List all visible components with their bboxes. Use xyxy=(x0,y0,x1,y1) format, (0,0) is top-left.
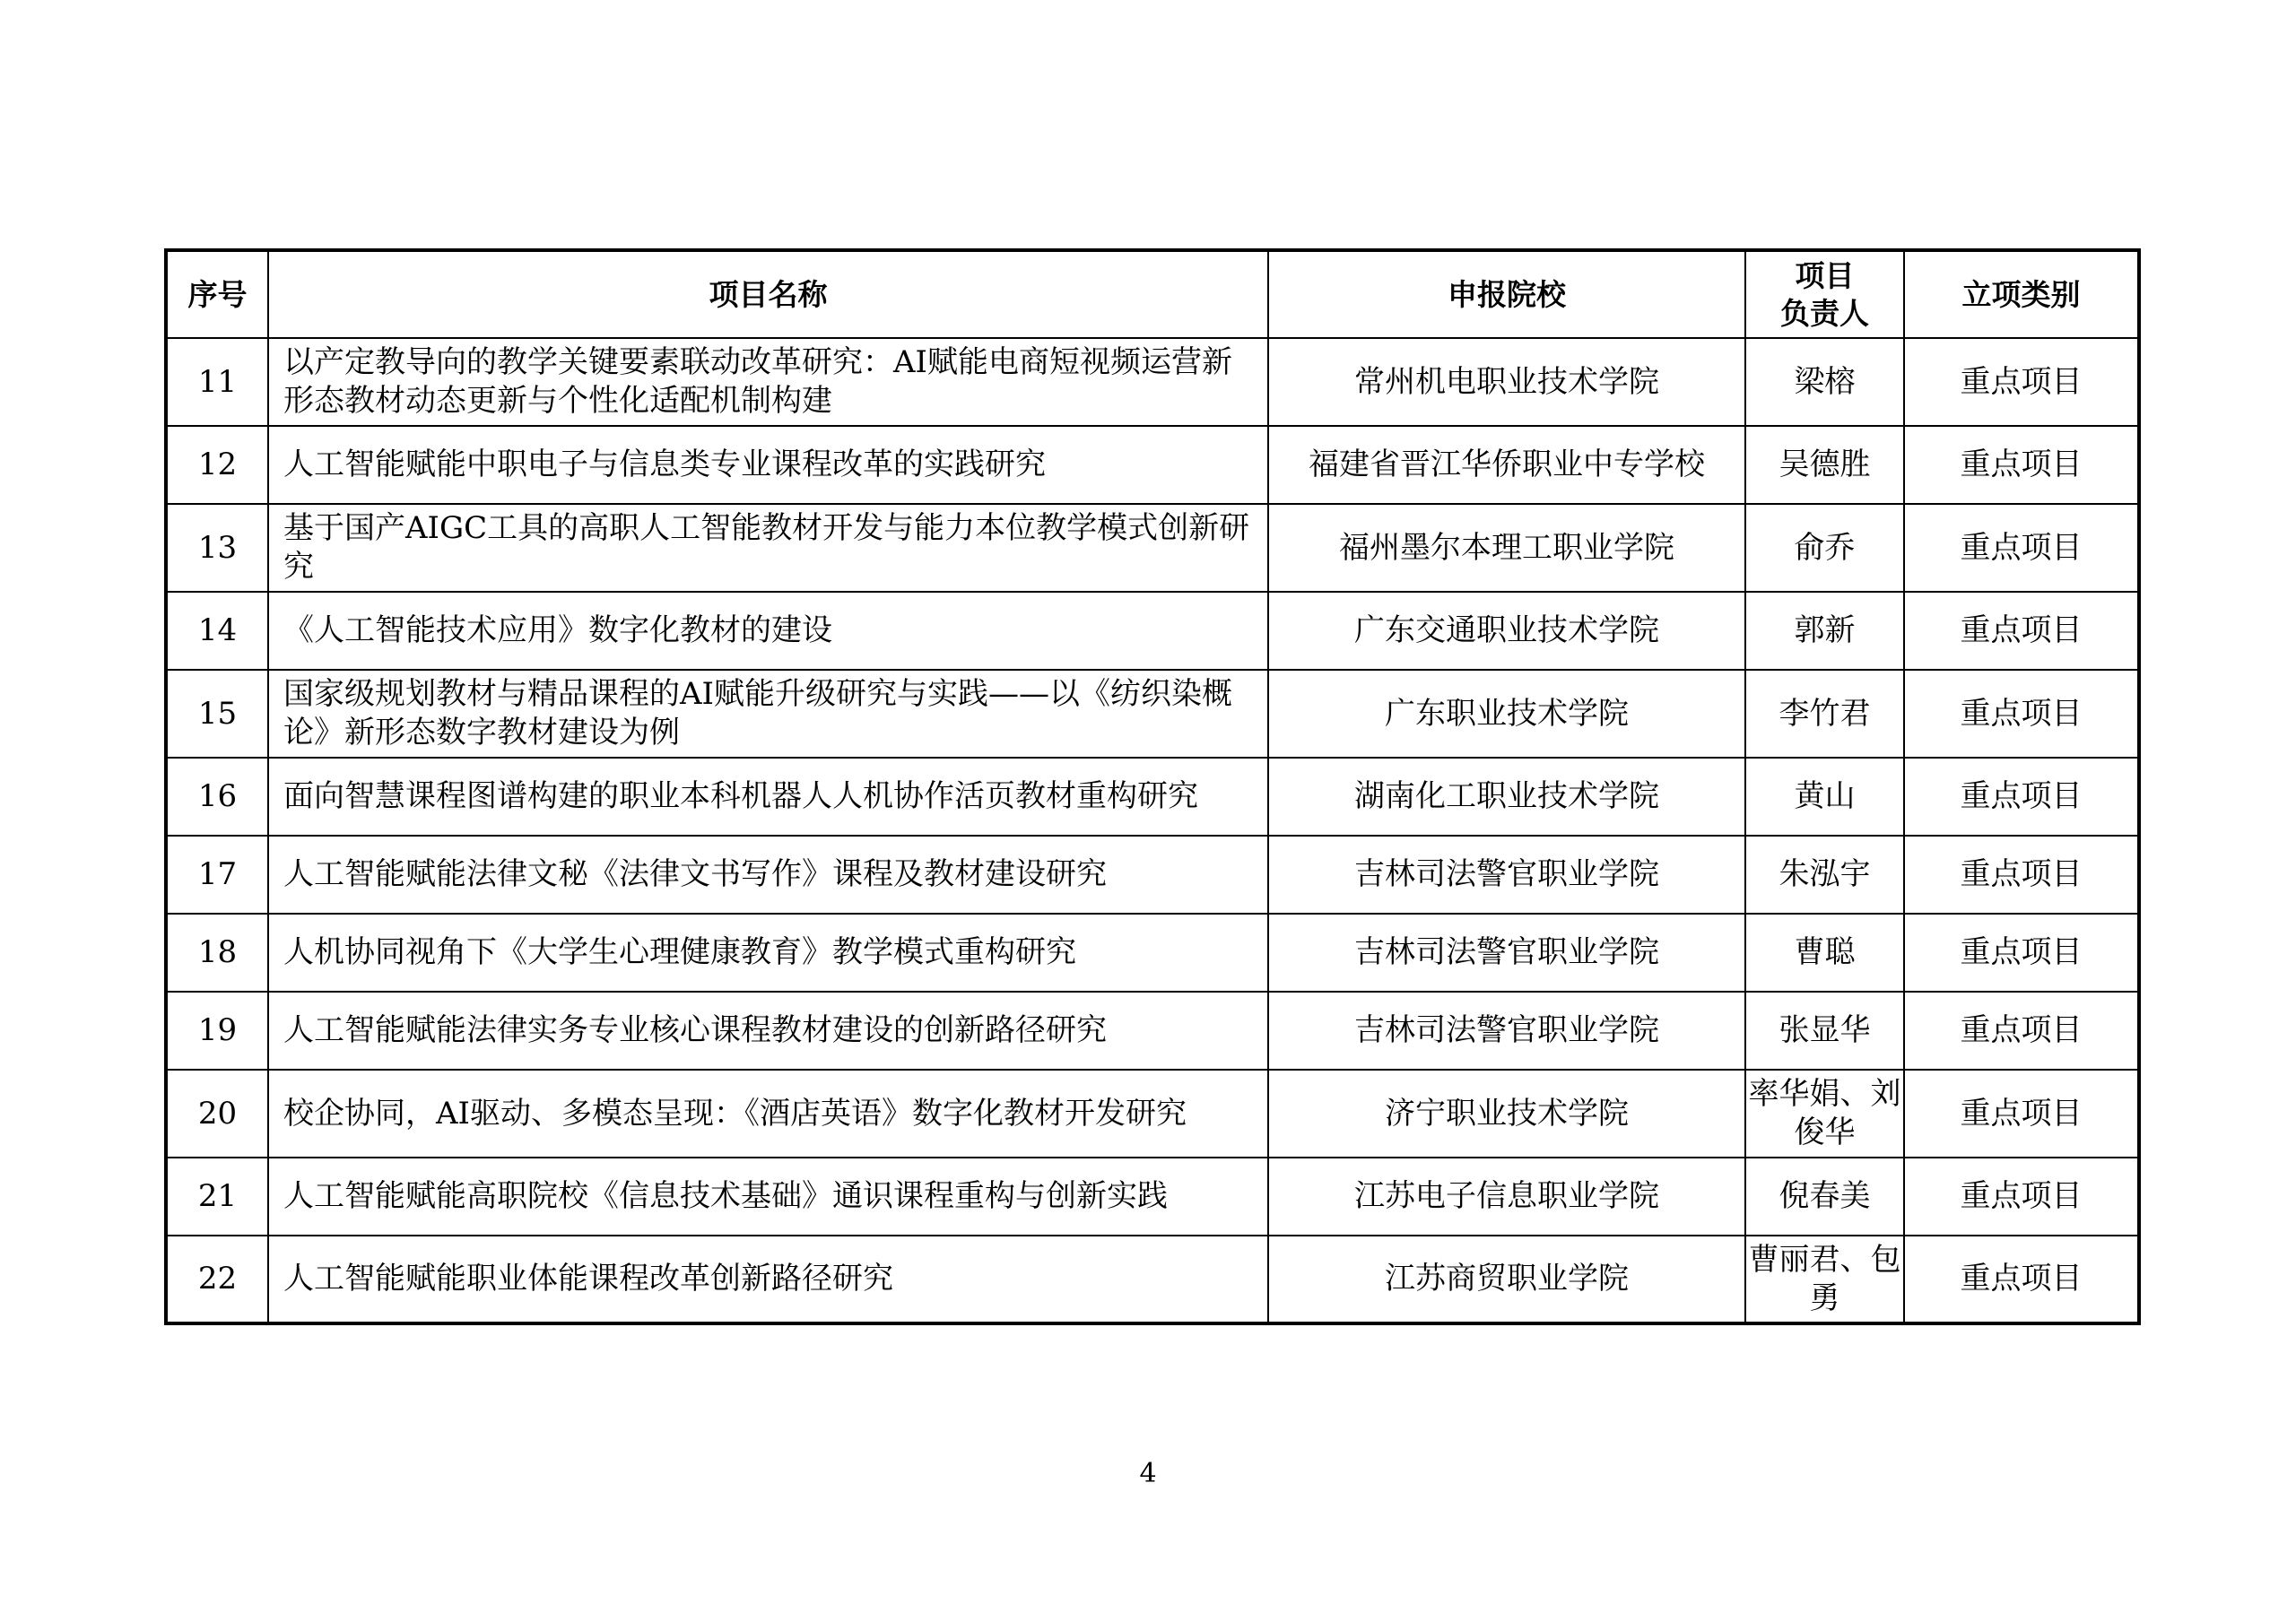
project-name: 以产定教导向的教学关键要素联动改革研究：AI赋能电商短视频运营新形态教材动态更新与个性化适配机制构建 xyxy=(268,338,1268,426)
project-leader: 梁榕 xyxy=(1745,338,1904,426)
header-category: 立项类别 xyxy=(1904,250,2139,338)
table-row xyxy=(166,1158,2139,1236)
table-row xyxy=(166,426,2139,504)
row-number: 20 xyxy=(166,1070,268,1158)
school-name: 福建省晋江华侨职业中专学校 xyxy=(1268,426,1745,504)
table-row xyxy=(166,592,2139,670)
project-leader: 朱泓宇 xyxy=(1745,836,1904,914)
table-row xyxy=(166,1070,2139,1158)
header-num: 序号 xyxy=(166,250,268,338)
project-leader: 李竹君 xyxy=(1745,670,1904,758)
project-category: 重点项目 xyxy=(1904,1158,2139,1236)
row-number: 22 xyxy=(166,1236,268,1323)
school-name: 广东职业技术学院 xyxy=(1268,670,1745,758)
header-lead xyxy=(1745,250,1904,338)
project-name: 《人工智能技术应用》数字化教材的建设 xyxy=(268,592,1268,670)
project-category: 重点项目 xyxy=(1904,338,2139,426)
project-leader: 吴德胜 xyxy=(1745,426,1904,504)
school-name: 济宁职业技术学院 xyxy=(1268,1070,1745,1158)
school-name: 常州机电职业技术学院 xyxy=(1268,338,1745,426)
project-leader: 曹丽君、包勇 xyxy=(1745,1236,1904,1323)
row-number: 11 xyxy=(166,338,268,426)
row-number: 13 xyxy=(166,504,268,592)
project-category: 重点项目 xyxy=(1904,1236,2139,1323)
project-name: 人工智能赋能中职电子与信息类专业课程改革的实践研究 xyxy=(268,426,1268,504)
school-name: 吉林司法警官职业学院 xyxy=(1268,836,1745,914)
header-lead-line2: 负责人 xyxy=(1780,295,1869,331)
row-number: 15 xyxy=(166,670,268,758)
table-row xyxy=(166,670,2139,758)
project-name: 校企协同，AI驱动、多模态呈现：《酒店英语》数字化教材开发研究 xyxy=(268,1070,1268,1158)
page-number: 4 xyxy=(1139,1458,1157,1489)
row-number: 17 xyxy=(166,836,268,914)
project-category: 重点项目 xyxy=(1904,992,2139,1070)
school-name: 广东交通职业技术学院 xyxy=(1268,592,1745,670)
table-row xyxy=(166,992,2139,1070)
project-name: 人工智能赋能职业体能课程改革创新路径研究 xyxy=(268,1236,1268,1323)
row-number: 14 xyxy=(166,592,268,670)
school-name: 吉林司法警官职业学院 xyxy=(1268,992,1745,1070)
project-leader: 俞乔 xyxy=(1745,504,1904,592)
project-leader: 张显华 xyxy=(1745,992,1904,1070)
project-leader: 曹聪 xyxy=(1745,914,1904,992)
project-category: 重点项目 xyxy=(1904,914,2139,992)
project-category: 重点项目 xyxy=(1904,426,2139,504)
row-number: 21 xyxy=(166,1158,268,1236)
table-row xyxy=(166,1236,2139,1323)
project-name: 人工智能赋能高职院校《信息技术基础》通识课程重构与创新实践 xyxy=(268,1158,1268,1236)
project-leader: 黄山 xyxy=(1745,758,1904,836)
table-row xyxy=(166,914,2139,992)
table-body xyxy=(166,338,2139,1323)
table-row xyxy=(166,836,2139,914)
row-number: 19 xyxy=(166,992,268,1070)
project-category: 重点项目 xyxy=(1904,1070,2139,1158)
table-header-row xyxy=(166,250,2139,338)
row-number: 18 xyxy=(166,914,268,992)
row-number: 12 xyxy=(166,426,268,504)
project-category: 重点项目 xyxy=(1904,836,2139,914)
project-name: 人工智能赋能法律实务专业核心课程教材建设的创新路径研究 xyxy=(268,992,1268,1070)
header-lead-line1: 项目 xyxy=(1795,257,1855,293)
project-name: 人机协同视角下《大学生心理健康教育》教学模式重构研究 xyxy=(268,914,1268,992)
school-name: 福州墨尔本理工职业学院 xyxy=(1268,504,1745,592)
project-table xyxy=(164,248,2141,1325)
project-leader: 郭新 xyxy=(1745,592,1904,670)
table-row xyxy=(166,504,2139,592)
school-name: 湖南化工职业技术学院 xyxy=(1268,758,1745,836)
project-name: 面向智慧课程图谱构建的职业本科机器人人机协作活页教材重构研究 xyxy=(268,758,1268,836)
project-name: 基于国产AIGC工具的高职人工智能教材开发与能力本位教学模式创新研究 xyxy=(268,504,1268,592)
project-leader: 率华娟、刘俊华 xyxy=(1745,1070,1904,1158)
school-name: 江苏商贸职业学院 xyxy=(1268,1236,1745,1323)
project-category: 重点项目 xyxy=(1904,758,2139,836)
project-name: 人工智能赋能法律文秘《法律文书写作》课程及教材建设研究 xyxy=(268,836,1268,914)
project-category: 重点项目 xyxy=(1904,670,2139,758)
project-leader: 倪春美 xyxy=(1745,1158,1904,1236)
table-row xyxy=(166,758,2139,836)
row-number: 16 xyxy=(166,758,268,836)
header-name: 项目名称 xyxy=(268,250,1268,338)
school-name: 吉林司法警官职业学院 xyxy=(1268,914,1745,992)
table-row xyxy=(166,338,2139,426)
project-category: 重点项目 xyxy=(1904,592,2139,670)
project-category: 重点项目 xyxy=(1904,504,2139,592)
project-name: 国家级规划教材与精品课程的AI赋能升级研究与实践——以《纺织染概论》新形态数字教材建设为例 xyxy=(268,670,1268,758)
header-school: 申报院校 xyxy=(1268,250,1745,338)
school-name: 江苏电子信息职业学院 xyxy=(1268,1158,1745,1236)
